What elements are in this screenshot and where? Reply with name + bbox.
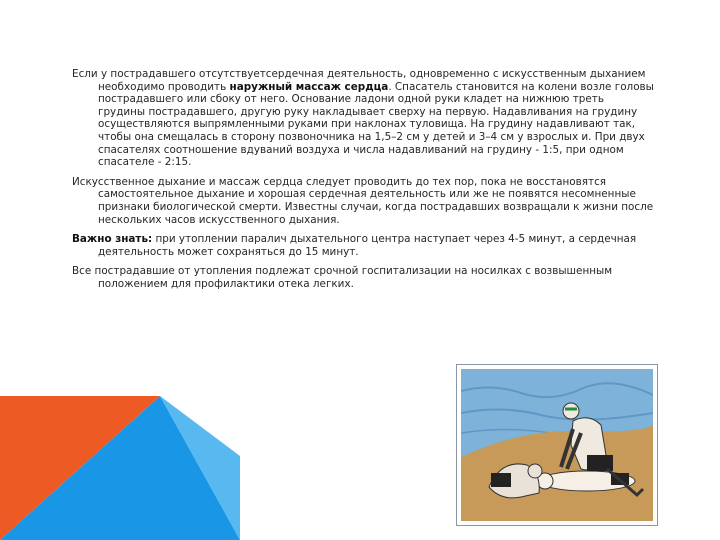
paragraph-text: при утоплении паралич дыхательного центра наступает через 4-5 минут, а сердечная деятельность может сохраняться до 15 минут. <box>98 233 637 258</box>
corner-decoration <box>0 396 240 540</box>
rescue-illustration <box>456 364 658 526</box>
paragraph-text: Все пострадавшие от утопления подлежат срочной госпитализации на носилках с возвышенным положением для профилактики отека легких. <box>72 265 613 290</box>
paragraph-text: Если у пострадавшего отсутствуетсердечная деятельность, одновременно с искусственным дыханием необходимо проводить <box>72 68 646 93</box>
paragraph-continue-resuscitation <box>72 176 654 226</box>
bold-label-important: Важно знать: <box>72 233 153 246</box>
paragraph-hospitalization <box>72 265 654 290</box>
paragraph-text: Искусственное дыхание и массаж сердца следует проводить до тех пор, пока не восстановятся самостоятельное дыхание и хорошая сердечная деятельность или же не появятся несомненные признаки биологической смерти. Известны случаи, когда пострадавших возвращали к жизни после нескольких часов искусственного дыхания. <box>72 175 654 226</box>
slide-body-text <box>72 68 654 298</box>
paragraph-text: . Спасатель становится на колени возле головы пострадавшего или сбоку от него. Основание ладони одной руки кладет на нижнюю треть грудины пострадавшего, другую руку накладывает сверху на первую. Надавливания на грудину осуществляются выпрямленными руками при наклонах туловища. На грудину надавливают так, чтобы она смещалась в сторону позвоночника на 1,5–2 см у детей и 3–4 см у взрослых и. При двух спасателях соотношение вдуваний воздуха и числа надавливаний на грудину - 1:5, при одном спасателе - 2:15. <box>98 80 654 169</box>
paragraph-important-note <box>72 233 654 258</box>
bold-term-heart-massage: наружный массаж сердца <box>229 80 389 93</box>
paragraph-heart-massage <box>72 68 654 169</box>
rescue-illustration-drawing <box>461 369 653 521</box>
